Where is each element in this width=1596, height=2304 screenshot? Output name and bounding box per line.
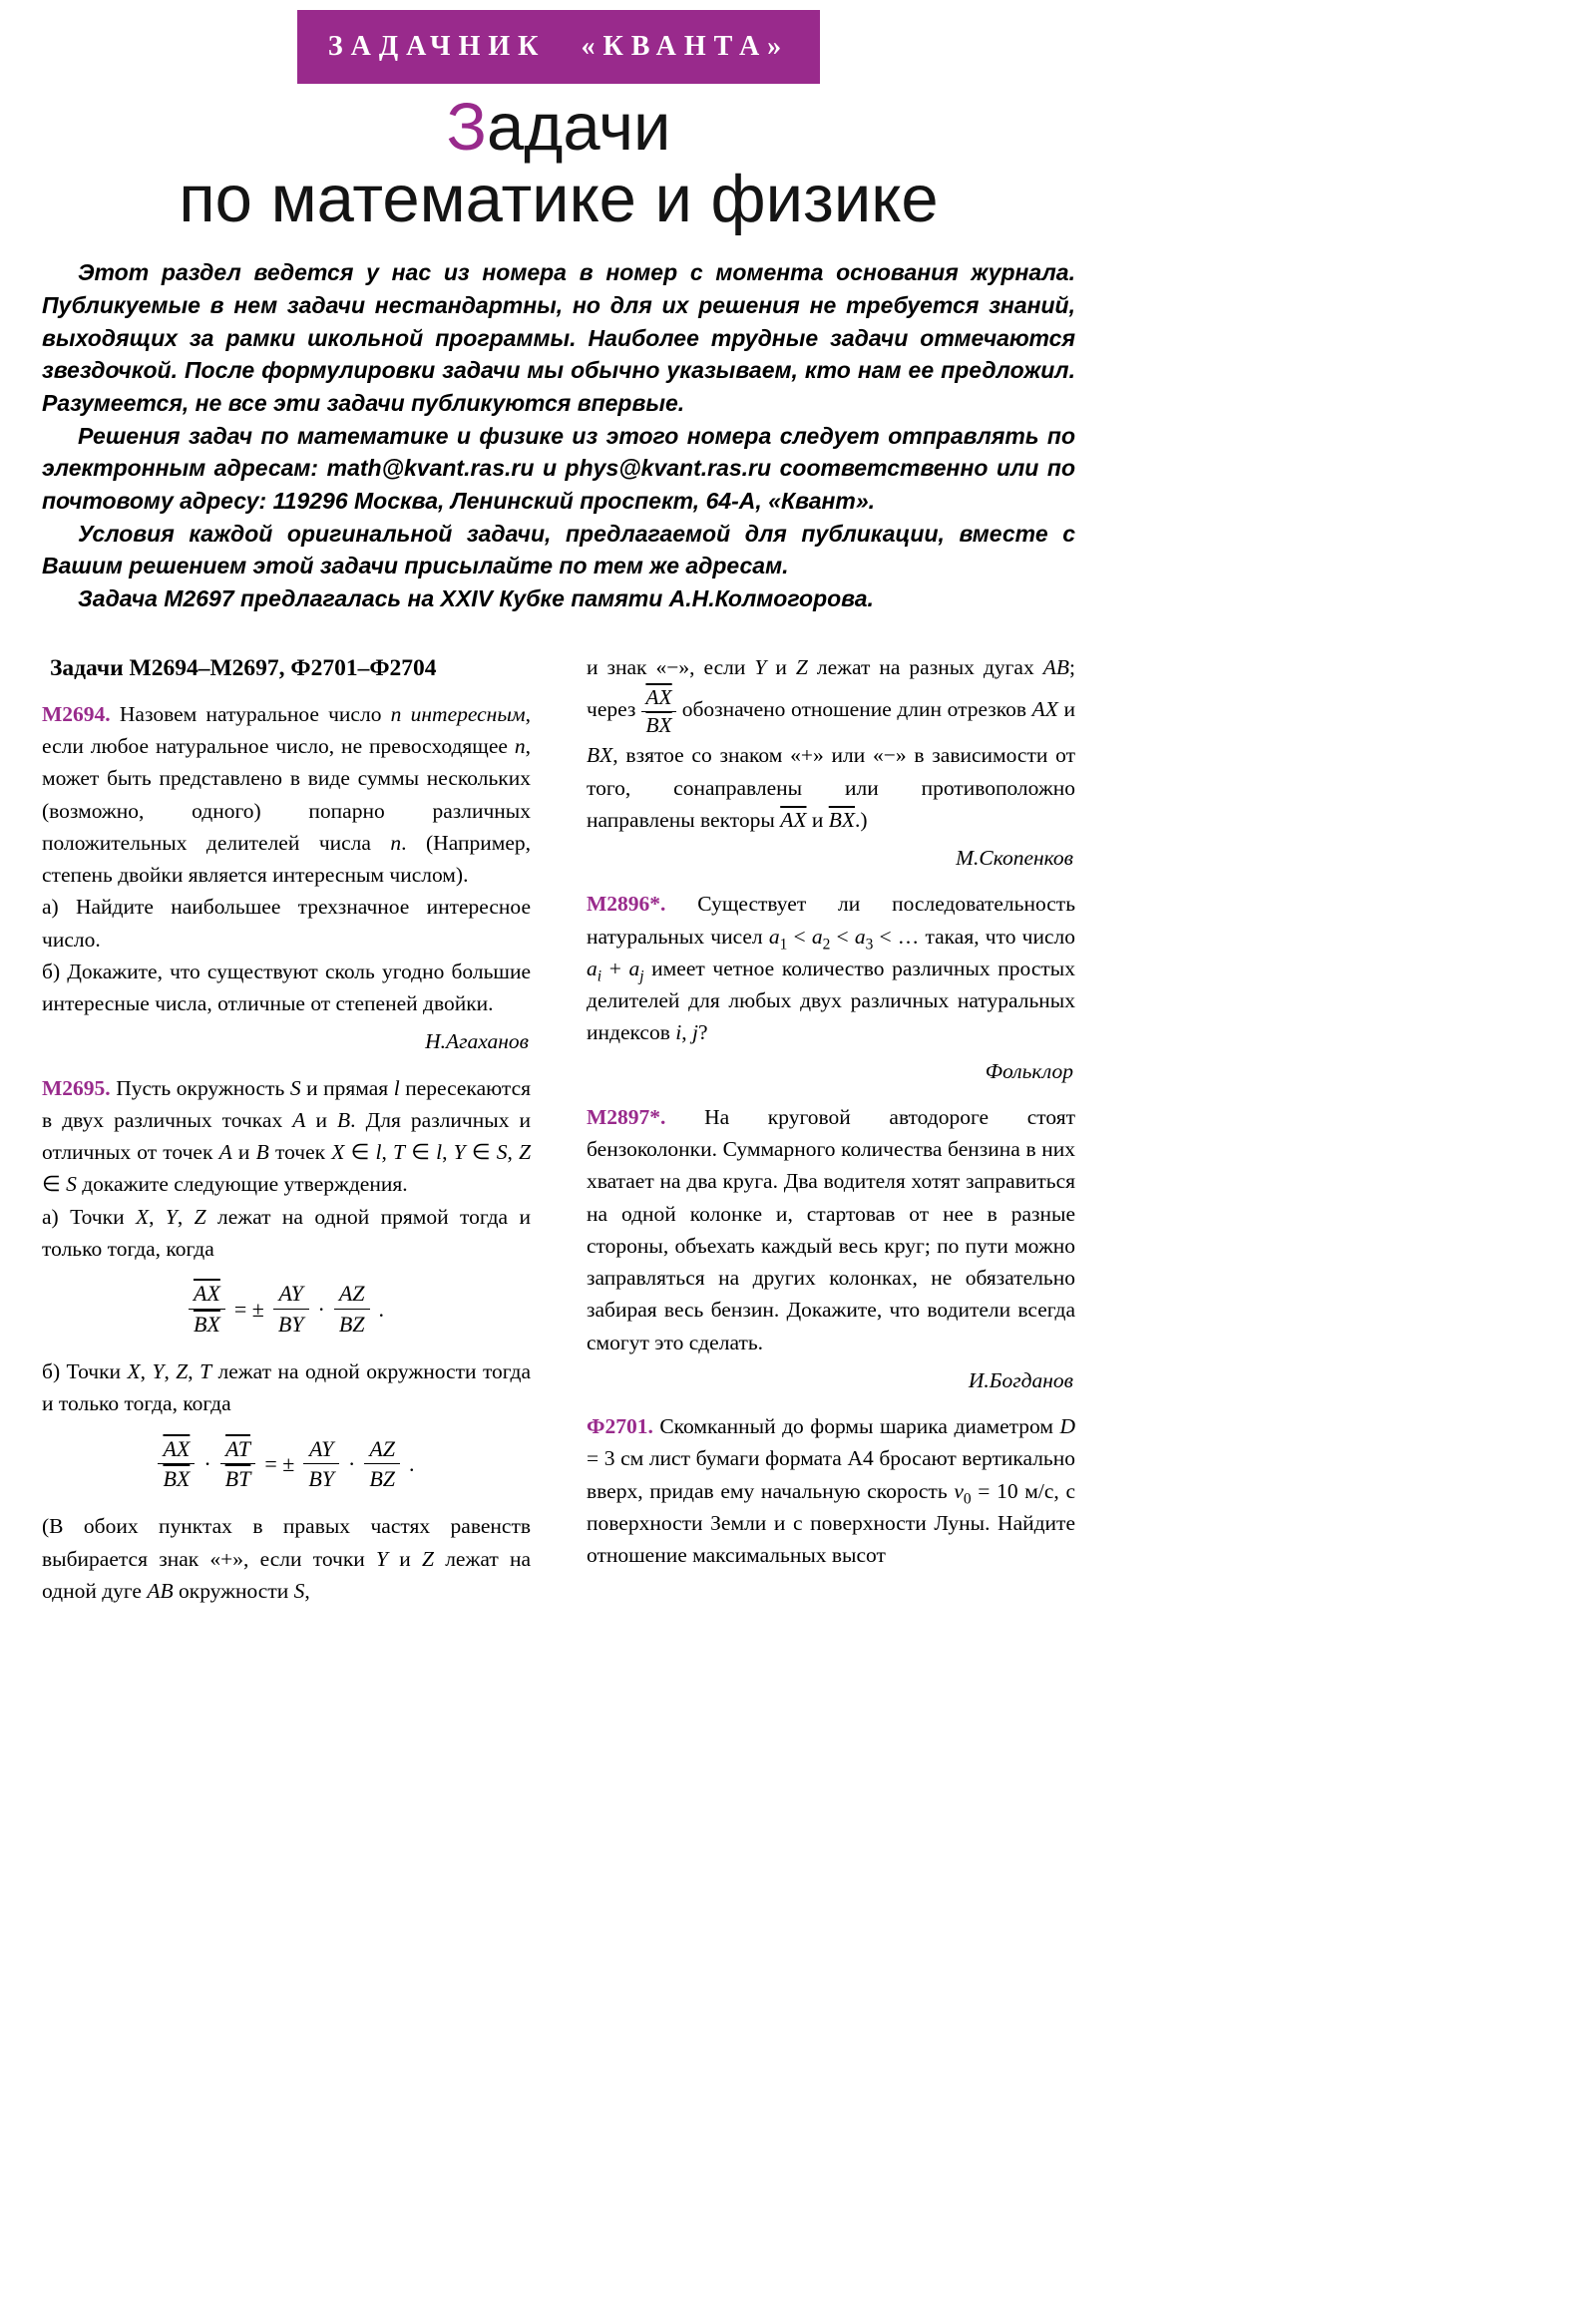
- problem-label: М2694.: [42, 701, 111, 726]
- fraction-numerator: $\overline{AX}$: [641, 685, 675, 712]
- problem-text: Назовем натуральное число n интересным, если любое натуральное число, не превосходящее n, может быть представлено в виде суммы нескольких (возможно, одного) попарно различных положительных делителей числа n. (Например, степень двойки является интересным числом).: [42, 701, 532, 888]
- problem-m2896: [587, 888, 1075, 1087]
- page-title: [42, 92, 1075, 234]
- problem-m2695: [42, 1072, 531, 1608]
- problem-text: Существует ли последовательность натуральных чисел $a_1 < a_2 < a_3$ < … такая, что число $a_i + a_j$ имеет четное количество различных простых делителей для любых двух различных натуральных индексов i, j?: [587, 892, 1075, 1045]
- problem-m2897: [587, 1101, 1075, 1396]
- problem-paragraph: [42, 1072, 531, 1201]
- two-column-layout: [42, 651, 1075, 1622]
- problem-label: М2897*.: [587, 1104, 666, 1129]
- problem-label: М2695.: [42, 1075, 111, 1100]
- page-title-line1-rest: адачи: [486, 90, 671, 165]
- intro-paragraph-3: Условия каждой оригинальной задачи, предлагаемой для публикации, вместе с Вашим решением этой задачи присылайте по тем же адресам.: [42, 520, 1075, 579]
- problem-label: М2896*.: [587, 892, 666, 917]
- problem-author: М.Скопенков: [956, 846, 1073, 871]
- inline-fraction: [641, 685, 675, 737]
- problem-item-b: б) Докажите, что существуют сколь угодно большие интересные числа, отличные от степеней двойки.: [42, 959, 531, 1016]
- problem-note: (В обоих пунктах в правых частях равенств выбирается знак «+», если точки Y и Z лежат на одной дуге AB окружности S,: [42, 1514, 531, 1603]
- problem-author: Н.Агаханов: [425, 1029, 529, 1054]
- problem-m2694: [42, 698, 531, 1058]
- problem-author: Фольклор: [985, 1058, 1073, 1083]
- problem-label: Ф2701.: [587, 1414, 653, 1439]
- problem-paragraph: [587, 888, 1075, 1048]
- formula-b: $\frac{\overline{AX}}{BX}$ · $\frac{\overline{AT}}{BT}$ = ± $\frac{AY}{BY}$ · $\frac{AZ}{BZ}$ .: [42, 1436, 531, 1493]
- section-banner-title: ЗАДАЧНИК «КВАНТА»: [327, 31, 790, 62]
- magazine-page: [42, 10, 1075, 1621]
- problem-f2701: [587, 1410, 1075, 1571]
- page-title-line1: [42, 92, 1075, 164]
- formula-a: $\frac{\overline{AX}}{BX}$ = ± $\frac{AY}{BY}$ · $\frac{AZ}{BZ}$ .: [42, 1281, 531, 1338]
- page-title-initial: З: [446, 90, 487, 165]
- page-title-line2: по математике и физике: [179, 161, 939, 236]
- problems-heading: Задачи М2694–М2697, Ф2701–Ф2704: [50, 654, 437, 681]
- problem-item-a: а) Найдите наибольшее трехзначное интересное число.: [42, 895, 531, 952]
- problem-paragraph: [587, 1101, 1075, 1358]
- problem-text: Пусть окружность S и прямая l пересекаются в двух различных точках A и B. Для различных и отличных от точек A и B точек X ∈ l, T ∈ l, Y ∈ S, Z ∈ S докажите следующие утверждения.: [42, 1075, 532, 1197]
- problem-paragraph: [587, 651, 1075, 836]
- fraction-denominator: BX: [645, 712, 672, 737]
- problem-paragraph: [42, 698, 531, 892]
- problem-text: Скомканный до формы шарика диаметром D = 3 см лист бумаги формата А4 бросают вертикально вверх, придав ему начальную скорость $v_0 = 10$ м/с, с поверхности Земли и с поверхности Луны. Найдите отношение максимальных высот: [587, 1414, 1075, 1568]
- problem-text: На круговой автодороге стоят бензоколонки. Суммарного количества бензина в них хватает на два круга. Два водителя хотят заправиться на одной колонке и, стартовав от нее в разные стороны, объехать каждый весь круг; по пути можно заправляться на других колонках, не обязательно забирая весь бензин. Докажите, что водители всегда смогут это сделать.: [587, 1104, 1075, 1354]
- problem-item-b: б) Точки X, Y, Z, T лежат на одной окружности тогда и только тогда, когда: [42, 1359, 532, 1416]
- column-left: [42, 651, 531, 1622]
- problem-author: И.Богданов: [968, 1367, 1073, 1392]
- problem-text-part2: обозначено отношение длин отрезков AX и BX, взятое со знаком «+» или «−» в зависимости от того, сонаправлены или противоположно направлены векторы $\overline{AX}$ и $\overline{BX}$.): [587, 697, 1075, 832]
- problem-text-part1: и знак «−», если Y и Z лежат на разных дугах AB; через: [587, 654, 1075, 721]
- intro-paragraph-1: Этот раздел ведется у нас из номера в номер с момента основания журнала. Публикуемые в нем задачи нестандартны, но для их решения не требуется знаний, выходящих за рамки школьной программы. Наиболее трудные задачи отмечаются звездочкой. После формулировки задачи мы обычно указываем, кто нам ее предложил. Разумеется, не все эти задачи публикуются впервые.: [42, 259, 1075, 416]
- intro-paragraph-4: Задача М2697 предлагалась на XXIV Кубке памяти А.Н.Колмогорова.: [78, 584, 874, 611]
- intro-paragraph-2: Решения задач по математике и физике из этого номера следует отправлять по электронным адресам: math@kvant.ras.ru и phys@kvant.ras.ru соответственно или по почтовому адресу: 119296 Москва, Ленинский проспект, 64-А, «Квант».: [42, 422, 1075, 514]
- problem-m2695-continuation: [587, 651, 1075, 875]
- intro-block: [42, 256, 1075, 614]
- problem-item-a: а) Точки X, Y, Z лежат на одной прямой тогда и только тогда, когда: [42, 1204, 532, 1261]
- column-right: [587, 651, 1075, 1622]
- section-banner: [297, 10, 820, 84]
- problem-paragraph: [587, 1410, 1075, 1571]
